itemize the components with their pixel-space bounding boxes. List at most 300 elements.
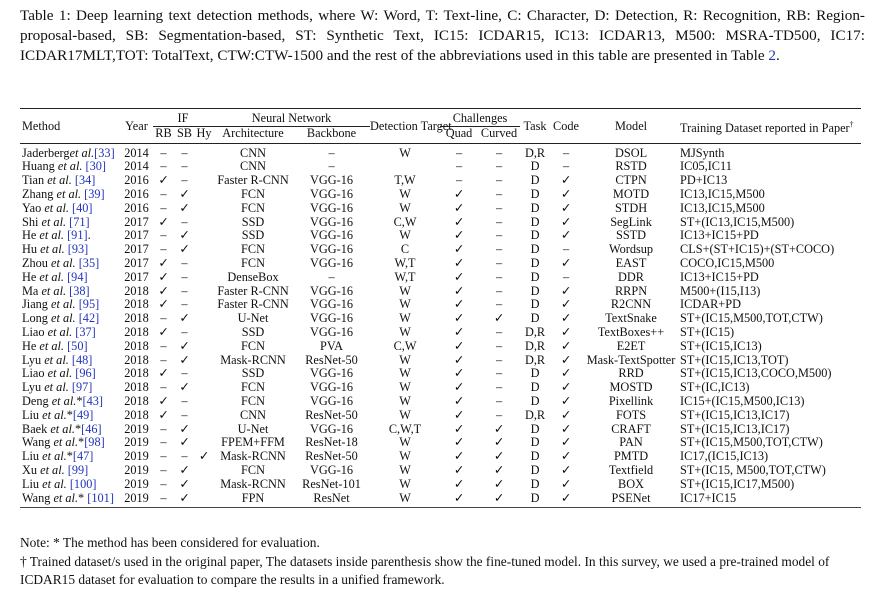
cell-training: ST+(IC15,IC13) — [680, 338, 762, 353]
method-etal: et al. — [51, 297, 76, 312]
table-row — [20, 160, 861, 174]
cell-method — [20, 381, 120, 395]
cell-year: 2019 — [124, 435, 149, 450]
cell-year: 2018 — [124, 311, 149, 326]
cell-training: MJSynth — [680, 145, 725, 160]
table-row — [20, 409, 861, 423]
cell-sb: ✓ — [179, 352, 190, 367]
cell-method — [20, 492, 120, 508]
cell-target: W — [370, 492, 440, 508]
cell-sb: – — [181, 324, 188, 339]
cell-backbone: VGG-16 — [309, 228, 354, 243]
cell-quad: ✓ — [453, 242, 465, 257]
method-citation[interactable]: [38] — [66, 283, 90, 298]
header-training-dataset — [680, 109, 861, 144]
method-etal: et al. — [41, 283, 67, 298]
cell-hy — [195, 257, 213, 271]
cell-code: ✓ — [560, 421, 572, 436]
cell-quad: – — [455, 159, 463, 174]
method-etal: et al. — [51, 255, 76, 270]
cell-sb: – — [181, 297, 188, 312]
method-citation[interactable]: [91] — [64, 228, 88, 243]
method-etal: et al. — [47, 324, 73, 339]
cell-training: ST+(IC15,M500,TOT,CTW) — [680, 311, 823, 326]
cell-task: D — [530, 242, 540, 257]
cell-model: RSTD — [615, 159, 647, 174]
cell-training: IC13+IC15+PD — [680, 228, 759, 243]
method-citation[interactable]: [99] — [64, 462, 89, 477]
cell-curved: – — [495, 173, 503, 188]
cell-hy — [195, 464, 213, 478]
cell-training: IC13,IC15,M500 — [680, 186, 765, 201]
method-citation[interactable]: [101] — [84, 490, 114, 505]
cell-sb: ✓ — [179, 338, 190, 353]
table-row — [20, 243, 861, 257]
cell-method — [20, 298, 120, 312]
cell-backbone: VGG-16 — [309, 297, 354, 312]
cell-rb: – — [160, 186, 167, 201]
cell-training: PD+IC13 — [680, 173, 728, 188]
cell-quad: – — [455, 173, 463, 188]
method-citation[interactable]: [37] — [72, 324, 96, 339]
table-row — [20, 340, 861, 354]
cell-quad: ✓ — [440, 492, 478, 508]
cell-model: Textfield — [608, 462, 654, 477]
cell-quad: ✓ — [453, 255, 465, 270]
cell-backbone: VGG-16 — [309, 255, 354, 270]
cell-method — [20, 464, 120, 478]
cell-arch: CNN — [240, 159, 266, 174]
method-author: Zhou — [22, 255, 52, 270]
cell-sb: ✓ — [179, 242, 190, 257]
cell-year: 2016 — [124, 186, 149, 201]
cell-hy — [195, 143, 213, 160]
cell-quad: ✓ — [453, 228, 465, 243]
cell-quad: ✓ — [453, 407, 465, 422]
cell-task: D,R — [524, 338, 546, 353]
table-2-link[interactable]: 2 — [768, 47, 776, 64]
cell-arch: Faster R-CNN — [217, 283, 289, 298]
method-etal: et al. — [39, 269, 65, 284]
method-etal: et al. — [42, 449, 67, 464]
header-if: IF — [153, 109, 213, 127]
cell-backbone: VGG-16 — [309, 311, 354, 326]
method-citation[interactable]: [97] — [68, 380, 93, 395]
cell-training: ST+(IC,IC13) — [680, 380, 750, 395]
cell-training: ST+(IC15) — [680, 324, 735, 339]
cell-target: W — [399, 186, 411, 201]
cell-curved: ✓ — [493, 476, 505, 491]
cell-hy — [195, 478, 213, 492]
cell-rb: – — [160, 462, 167, 477]
table-row — [20, 326, 861, 340]
cell-rb: – — [160, 145, 167, 160]
cell-curved: – — [495, 200, 503, 215]
method-citation[interactable]: [30] — [82, 159, 107, 174]
cell-year: 2017 — [124, 269, 149, 284]
cell-target: C,W — [393, 214, 417, 229]
cell-arch: FPN — [213, 492, 293, 508]
cell-method — [20, 285, 120, 299]
cell-training: ST+(IC15,IC13,IC17) — [680, 407, 790, 422]
cell-backbone: VGG-16 — [309, 173, 354, 188]
method-eval-mark: * — [78, 435, 85, 450]
cell-rb: – — [160, 435, 167, 450]
cell-task: D,R — [524, 145, 546, 160]
table-row — [20, 492, 861, 508]
cell-task: D — [530, 283, 540, 298]
method-etal: et al. — [39, 228, 65, 243]
cell-target: W,T — [394, 269, 416, 284]
cell-model: SegLink — [610, 214, 652, 229]
cell-quad: ✓ — [453, 380, 465, 395]
cell-year: 2019 — [124, 449, 149, 464]
header-architecture: Architecture — [213, 126, 293, 143]
cell-sb: ✓ — [179, 200, 190, 215]
cell-target — [370, 160, 440, 174]
cell-task: D — [530, 173, 540, 188]
method-etal: et al. — [57, 159, 83, 174]
cell-arch: FCN — [241, 462, 265, 477]
cell-model: TextBoxes++ — [597, 324, 665, 339]
header-task: Task — [520, 109, 550, 144]
cell-hy — [195, 312, 213, 326]
method-trail: . — [87, 228, 91, 243]
cell-year: 2018 — [124, 283, 149, 298]
cell-method — [20, 478, 120, 492]
cell-model: EAST — [615, 255, 647, 270]
cell-hy — [195, 160, 213, 174]
table-row — [20, 436, 861, 450]
note-evaluation: Note: * The method has been considered for evaluation. — [20, 535, 320, 550]
header-quad: Quad — [440, 126, 478, 143]
header-hy: Hy — [195, 126, 213, 143]
table-row — [20, 174, 861, 188]
cell-quad: ✓ — [453, 338, 465, 353]
cell-code: ✓ — [560, 476, 572, 491]
header-code: Code — [550, 109, 582, 144]
table-row — [20, 216, 861, 230]
cell-curved: – — [495, 186, 503, 201]
cell-year: 2018 — [124, 380, 149, 395]
cell-rb: ✓ — [158, 214, 169, 229]
cell-method — [20, 423, 120, 437]
cell-task: D — [530, 421, 540, 436]
cell-task: D — [530, 380, 540, 395]
cell-year: 2017 — [124, 255, 149, 270]
cell-sb: ✓ — [179, 476, 190, 491]
method-citation[interactable]: [40] — [68, 200, 93, 215]
cell-model: E2ET — [616, 338, 646, 353]
cell-rb: – — [153, 492, 174, 508]
method-author: Tian — [22, 173, 48, 188]
method-citation[interactable]: [95] — [75, 297, 100, 312]
cell-hy — [195, 271, 213, 285]
method-eval-mark: * — [76, 393, 83, 408]
cell-target: W — [399, 200, 411, 215]
method-citation[interactable]: [96] — [72, 366, 96, 381]
method-etal: et al. — [42, 407, 67, 422]
cell-hy — [195, 298, 213, 312]
cell-arch: FCN — [241, 186, 265, 201]
cell-year: 2016 — [124, 200, 149, 215]
cell-arch: FCN — [241, 393, 265, 408]
cell-training: CLS+(ST+IC15)+(ST+COCO) — [680, 242, 835, 257]
cell-hy — [195, 423, 213, 437]
cell-training: IC05,IC11 — [680, 159, 732, 174]
method-eval-mark: * — [74, 421, 82, 436]
table-row — [20, 312, 861, 326]
cell-model: DDR — [618, 269, 645, 284]
method-author: Wang — [22, 490, 54, 505]
cell-rb: ✓ — [158, 173, 169, 188]
cell-hy — [195, 243, 213, 257]
cell-task: D — [530, 366, 540, 381]
cell-backbone: ResNet-18 — [305, 435, 358, 450]
cell-arch: U-Net — [237, 311, 269, 326]
cell-method — [20, 436, 120, 450]
table-row — [20, 367, 861, 381]
method-author: Liu — [22, 476, 43, 491]
cell-code: ✓ — [560, 407, 572, 422]
method-author: Lyu — [22, 380, 45, 395]
method-citation[interactable]: [50] — [64, 338, 88, 353]
cell-sb: – — [181, 159, 188, 174]
cell-method — [20, 271, 120, 285]
header-year: Year — [120, 109, 153, 144]
table-row — [20, 354, 861, 368]
method-citation[interactable]: [93] — [64, 242, 89, 257]
cell-sb: ✓ — [179, 228, 190, 243]
cell-model: PAN — [619, 435, 643, 450]
method-citation[interactable]: [100] — [66, 476, 97, 491]
cell-arch: FPEM+FFM — [221, 435, 285, 450]
cell-code: ✓ — [560, 297, 572, 312]
method-etal: et al. — [40, 462, 65, 477]
cell-rb: – — [160, 200, 167, 215]
table-row — [20, 271, 861, 285]
cell-curved: – — [495, 228, 503, 243]
cell-rb: – — [160, 311, 167, 326]
method-eval-mark: * — [66, 407, 73, 422]
method-citation[interactable]: [33] — [94, 145, 115, 160]
header-method: Method — [20, 109, 120, 144]
table-row — [20, 450, 861, 464]
method-citation[interactable]: [48] — [68, 352, 93, 367]
cell-code: ✓ — [560, 449, 572, 464]
cell-quad: ✓ — [453, 449, 465, 464]
cell-code: ✓ — [560, 311, 572, 326]
cell-quad: ✓ — [453, 393, 465, 408]
table-body — [20, 143, 861, 508]
method-citation[interactable]: [98] — [84, 435, 105, 450]
method-author: Jiang — [22, 297, 52, 312]
cell-hy — [195, 354, 213, 368]
table-row — [20, 285, 861, 299]
method-author: Shi — [22, 214, 42, 229]
method-author: Hu — [22, 242, 41, 257]
cell-sb: ✓ — [179, 435, 190, 450]
cell-code: ✓ — [560, 352, 572, 367]
cell-hy — [195, 174, 213, 188]
method-citation[interactable]: [46] — [81, 421, 102, 436]
cell-rb: – — [160, 242, 167, 257]
cell-quad: ✓ — [453, 366, 465, 381]
method-author: Lyu — [22, 352, 45, 367]
cell-year: 2019 — [124, 476, 149, 491]
cell-model: Mask-TextSpotter — [586, 352, 676, 367]
cell-sb: ✓ — [179, 421, 190, 436]
cell-code: – — [562, 242, 570, 257]
cell-target: W,T — [394, 255, 416, 270]
cell-curved: – — [495, 324, 503, 339]
cell-quad: ✓ — [453, 214, 465, 229]
method-etal: et al. — [47, 366, 73, 381]
cell-rb: ✓ — [158, 407, 169, 422]
cell-training: IC13,IC15,M500 — [680, 200, 765, 215]
cell-task: D — [530, 462, 540, 477]
cell-year: 2018 — [124, 324, 149, 339]
cell-code: – — [562, 145, 570, 160]
cell-method — [20, 354, 120, 368]
cell-hy — [195, 409, 213, 423]
method-citation[interactable]: [47] — [72, 449, 94, 464]
method-citation[interactable]: [35] — [75, 255, 100, 270]
table-row — [20, 464, 861, 478]
cell-year: 2018 — [124, 352, 149, 367]
table-row — [20, 202, 861, 216]
method-etal: et al. — [44, 352, 69, 367]
cell-training: IC15+(IC15,M500,IC13) — [680, 393, 805, 408]
cell-training: ST+(IC15,IC17,M500) — [680, 476, 795, 491]
cell-code: ✓ — [560, 338, 572, 353]
method-citation[interactable]: [34] — [71, 173, 96, 188]
cell-arch: Faster R-CNN — [217, 173, 289, 188]
method-author: Wang — [22, 435, 54, 450]
cell-arch: FCN — [241, 380, 265, 395]
cell-hy — [195, 340, 213, 354]
cell-target: W — [399, 380, 411, 395]
method-eval-mark: * — [66, 449, 73, 464]
cell-sb: ✓ — [179, 186, 190, 201]
cell-model: DSOL — [614, 145, 648, 160]
cell-sb: – — [181, 214, 188, 229]
cell-backbone: VGG-16 — [309, 186, 354, 201]
cell-curved: – — [495, 159, 503, 174]
method-etal: et al. — [53, 435, 79, 450]
method-author: Yao — [22, 200, 45, 215]
method-citation[interactable]: [94] — [64, 269, 88, 284]
cell-model: MOTD — [612, 186, 650, 201]
method-citation[interactable]: [43] — [82, 393, 103, 408]
cell-task: D — [530, 200, 540, 215]
cell-method — [20, 174, 120, 188]
table-row — [20, 298, 861, 312]
cell-year: 2014 — [124, 145, 149, 160]
cell-rb: – — [160, 228, 167, 243]
method-etal: et al. — [41, 214, 67, 229]
method-author: Baek — [22, 421, 51, 436]
cell-curved: ✓ — [493, 435, 505, 450]
cell-curved: – — [495, 297, 503, 312]
cell-hy — [195, 436, 213, 450]
cell-hy — [195, 367, 213, 381]
method-citation[interactable]: [42] — [75, 311, 100, 326]
cell-arch: FCN — [241, 338, 265, 353]
cell-sb: – — [181, 173, 188, 188]
note-training-dataset: † Trained dataset/s used in the original paper, The datasets inside parenthesis show the fine-tuned model. In this survey, we used a pre-trained model of ICDAR15 dataset for evaluation to compare the results in a unified framework. — [20, 554, 830, 587]
cell-year: 2018 — [124, 393, 149, 408]
cell-code: ✓ — [560, 366, 572, 381]
cell-sb: – — [181, 145, 188, 160]
method-citation[interactable]: [71] — [66, 214, 90, 229]
header-detection-target: Detection Target — [370, 109, 440, 144]
method-author: Ma — [22, 283, 42, 298]
cell-arch: FCN — [241, 200, 265, 215]
cell-target: T,W — [394, 173, 416, 188]
cell-code: ✓ — [560, 283, 572, 298]
cell-task: D — [530, 311, 540, 326]
header-training-label: Training Dataset reported in Paper — [680, 121, 850, 136]
method-etal: et al. — [53, 490, 79, 505]
cell-curved: – — [495, 352, 503, 367]
method-author: Zhang — [22, 186, 57, 201]
cell-model: STDH — [614, 200, 648, 215]
cell-sb: – — [181, 366, 188, 381]
cell-curved: ✓ — [493, 311, 505, 326]
method-author: Liu — [22, 407, 43, 422]
cell-arch: Mask-RCNN — [220, 476, 286, 491]
cell-year: 2016 — [124, 173, 149, 188]
method-citation[interactable]: [49] — [72, 407, 94, 422]
cell-training: M500+(I15,I13) — [680, 283, 761, 298]
cell-hy — [195, 326, 213, 340]
cell-model: CTPN — [615, 173, 647, 188]
table-row — [20, 478, 861, 492]
cell-method — [20, 188, 120, 202]
cell-model: RRD — [618, 366, 644, 381]
cell-arch: DenseBox — [227, 269, 279, 284]
cell-model: RRPN — [614, 283, 648, 298]
table-row — [20, 395, 861, 409]
cell-task: D — [530, 449, 540, 464]
cell-backbone: VGG-16 — [309, 214, 354, 229]
cell-arch: CNN — [240, 407, 266, 422]
cell-model: BOX — [618, 476, 645, 491]
method-citation[interactable]: [39] — [81, 186, 105, 201]
cell-model: PSENet — [582, 492, 680, 508]
cell-rb: ✓ — [158, 255, 169, 270]
cell-hy — [195, 188, 213, 202]
cell-rb: ✓ — [158, 297, 169, 312]
cell-sb: – — [181, 255, 188, 270]
cell-curved: ✓ — [493, 462, 505, 477]
method-etal: et al. — [47, 173, 72, 188]
cell-task: D — [520, 492, 550, 508]
cell-hy — [195, 216, 213, 230]
cell-backbone: VGG-16 — [309, 283, 354, 298]
method-author: Liao — [22, 366, 48, 381]
cell-quad: ✓ — [453, 283, 465, 298]
cell-method — [20, 202, 120, 216]
cell-quad: ✓ — [453, 297, 465, 312]
cell-model: Wordsup — [608, 242, 654, 257]
cell-quad: ✓ — [453, 186, 465, 201]
cell-backbone: VGG-16 — [309, 393, 354, 408]
cell-target: W — [399, 283, 411, 298]
cell-year: 2019 — [120, 492, 153, 508]
cell-target: C,W — [393, 338, 417, 353]
